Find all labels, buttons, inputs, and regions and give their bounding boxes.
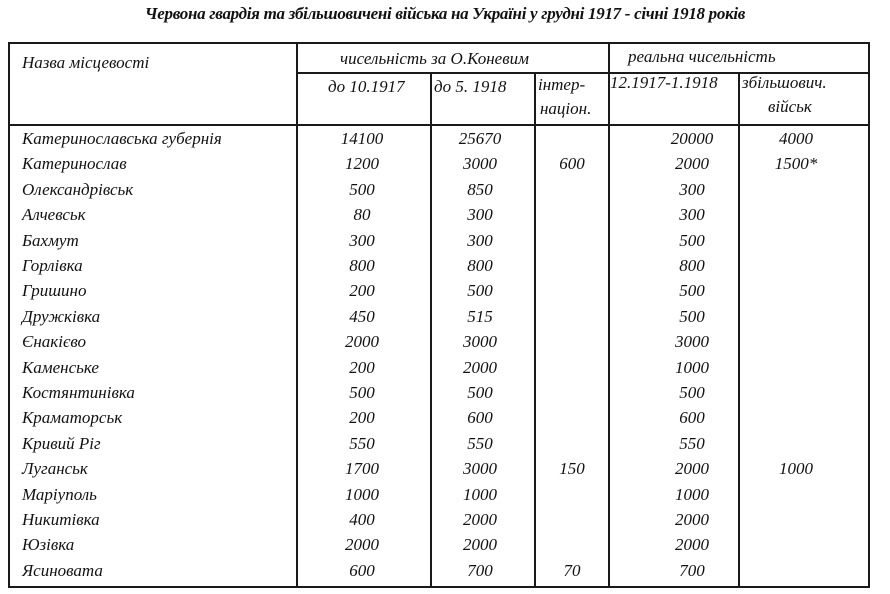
row-value-oct1917: 800 (349, 256, 375, 275)
row-value-oct1917: 200 (349, 281, 375, 301)
row-location-name: Луганськ (22, 459, 88, 479)
header-intern-1: інтер- (538, 75, 586, 94)
row-value-oct1917: 14100 (340, 129, 384, 148)
row-value-oct1917: 200 (349, 408, 375, 428)
header-konev-group: чисельність за О.Коневим (340, 49, 529, 68)
row-location-name: Алчевськ (22, 205, 86, 225)
header-dec-jan: 12.1917-1.1918 (610, 73, 718, 92)
row-value-real: 500 (679, 306, 705, 326)
row-value-oct1917: 1700 (345, 459, 379, 479)
row-value-may1918: 1000 (463, 484, 497, 504)
row-location-name: Катеринослав (22, 154, 127, 174)
row-location-name: Дружківка (22, 306, 101, 326)
header-oct1917: до 10.1917 (328, 77, 405, 96)
row-value-real: 500 (679, 281, 705, 301)
header-name: Назва місцевості (22, 53, 150, 72)
row-location-name: Краматорськ (22, 408, 123, 428)
row-location-name: Горлівка (22, 256, 83, 275)
row-location-name: Кривий Ріг (22, 433, 101, 453)
row-value-bolsh: 1000 (779, 459, 813, 479)
row-value-real: 800 (679, 256, 705, 275)
header-may1918: до 5. 1918 (434, 77, 507, 96)
row-value-oct1917: 500 (349, 383, 375, 402)
row-value-may1918: 2000 (463, 357, 497, 377)
row-value-bolsh: 4000 (779, 129, 813, 148)
header-bolsh-1: збільшович. (742, 73, 827, 92)
row-value-intern: 600 (559, 154, 585, 174)
row-value-oct1917: 200 (349, 357, 375, 377)
row-value-oct1917: 2000 (345, 332, 379, 352)
row-location-name: Катеринославська губернія (22, 129, 222, 148)
row-value-may1918: 600 (467, 408, 493, 428)
row-value-real: 20000 (670, 129, 714, 148)
row-value-may1918: 500 (467, 281, 493, 301)
row-value-may1918: 300 (467, 230, 493, 250)
row-value-real: 500 (679, 383, 705, 402)
row-value-real: 700 (679, 560, 705, 580)
document-title: Червона гвардія та збільшовичені війська на Україні у грудні 1917 - січні 1918 років (144, 4, 746, 23)
row-value-oct1917: 80 (353, 205, 371, 225)
row-location-name: Гришино (22, 281, 87, 301)
row-value-oct1917: 600 (349, 560, 375, 580)
row-value-may1918: 3000 (463, 154, 497, 174)
header-intern-2: націон. (540, 99, 592, 118)
row-value-real: 300 (679, 205, 705, 225)
row-location-name: Бахмут (22, 230, 79, 250)
row-location-name: Никитівка (22, 510, 100, 529)
row-value-may1918: 700 (467, 560, 493, 580)
row-value-bolsh: 1500* (774, 154, 818, 174)
row-value-real: 2000 (675, 510, 709, 529)
row-value-real: 500 (679, 230, 705, 250)
row-location-name: Єнакієво (22, 332, 87, 352)
col-divider-real (738, 72, 740, 586)
col-divider-may (534, 72, 536, 586)
row-value-may1918: 800 (467, 256, 493, 275)
row-value-real: 3000 (675, 332, 709, 352)
col-divider-oct (430, 72, 432, 586)
row-value-oct1917: 400 (349, 510, 375, 529)
row-value-real: 1000 (675, 357, 709, 377)
row-value-oct1917: 1200 (345, 154, 379, 174)
row-value-real: 1000 (675, 484, 709, 504)
row-value-intern: 70 (563, 560, 581, 580)
row-value-real: 2000 (675, 459, 709, 479)
row-location-name: Олександрівськ (22, 179, 134, 199)
row-value-oct1917: 300 (349, 230, 375, 250)
row-value-real: 2000 (675, 154, 709, 174)
header-real-group: реальна чисельність (628, 47, 776, 66)
row-value-may1918: 550 (467, 433, 493, 453)
row-value-intern: 150 (559, 459, 585, 479)
row-value-may1918: 300 (467, 205, 493, 225)
row-location-name: Юзівка (22, 535, 75, 555)
row-location-name: Ясиновата (22, 560, 103, 580)
row-value-may1918: 25670 (458, 129, 502, 148)
header-bolsh-2: військ (768, 97, 812, 116)
row-value-may1918: 3000 (463, 459, 497, 479)
row-value-real: 550 (679, 433, 705, 453)
row-value-may1918: 2000 (463, 535, 497, 555)
row-value-may1918: 2000 (463, 510, 497, 529)
row-value-may1918: 515 (467, 306, 493, 326)
row-location-name: Маріуполь (22, 484, 97, 504)
row-value-real: 2000 (675, 535, 709, 555)
row-value-real: 600 (679, 408, 705, 428)
data-table (8, 42, 870, 588)
header-bottom-line (10, 124, 868, 126)
row-value-may1918: 850 (467, 179, 493, 199)
row-value-oct1917: 1000 (345, 484, 379, 504)
row-value-oct1917: 2000 (345, 535, 379, 555)
row-location-name: Костянтинівка (22, 383, 135, 402)
row-value-oct1917: 550 (349, 433, 375, 453)
row-value-oct1917: 500 (349, 179, 375, 199)
row-value-real: 300 (679, 179, 705, 199)
row-value-may1918: 3000 (463, 332, 497, 352)
row-location-name: Каменське (22, 357, 99, 377)
row-value-oct1917: 450 (349, 306, 375, 326)
row-value-may1918: 500 (467, 383, 493, 402)
